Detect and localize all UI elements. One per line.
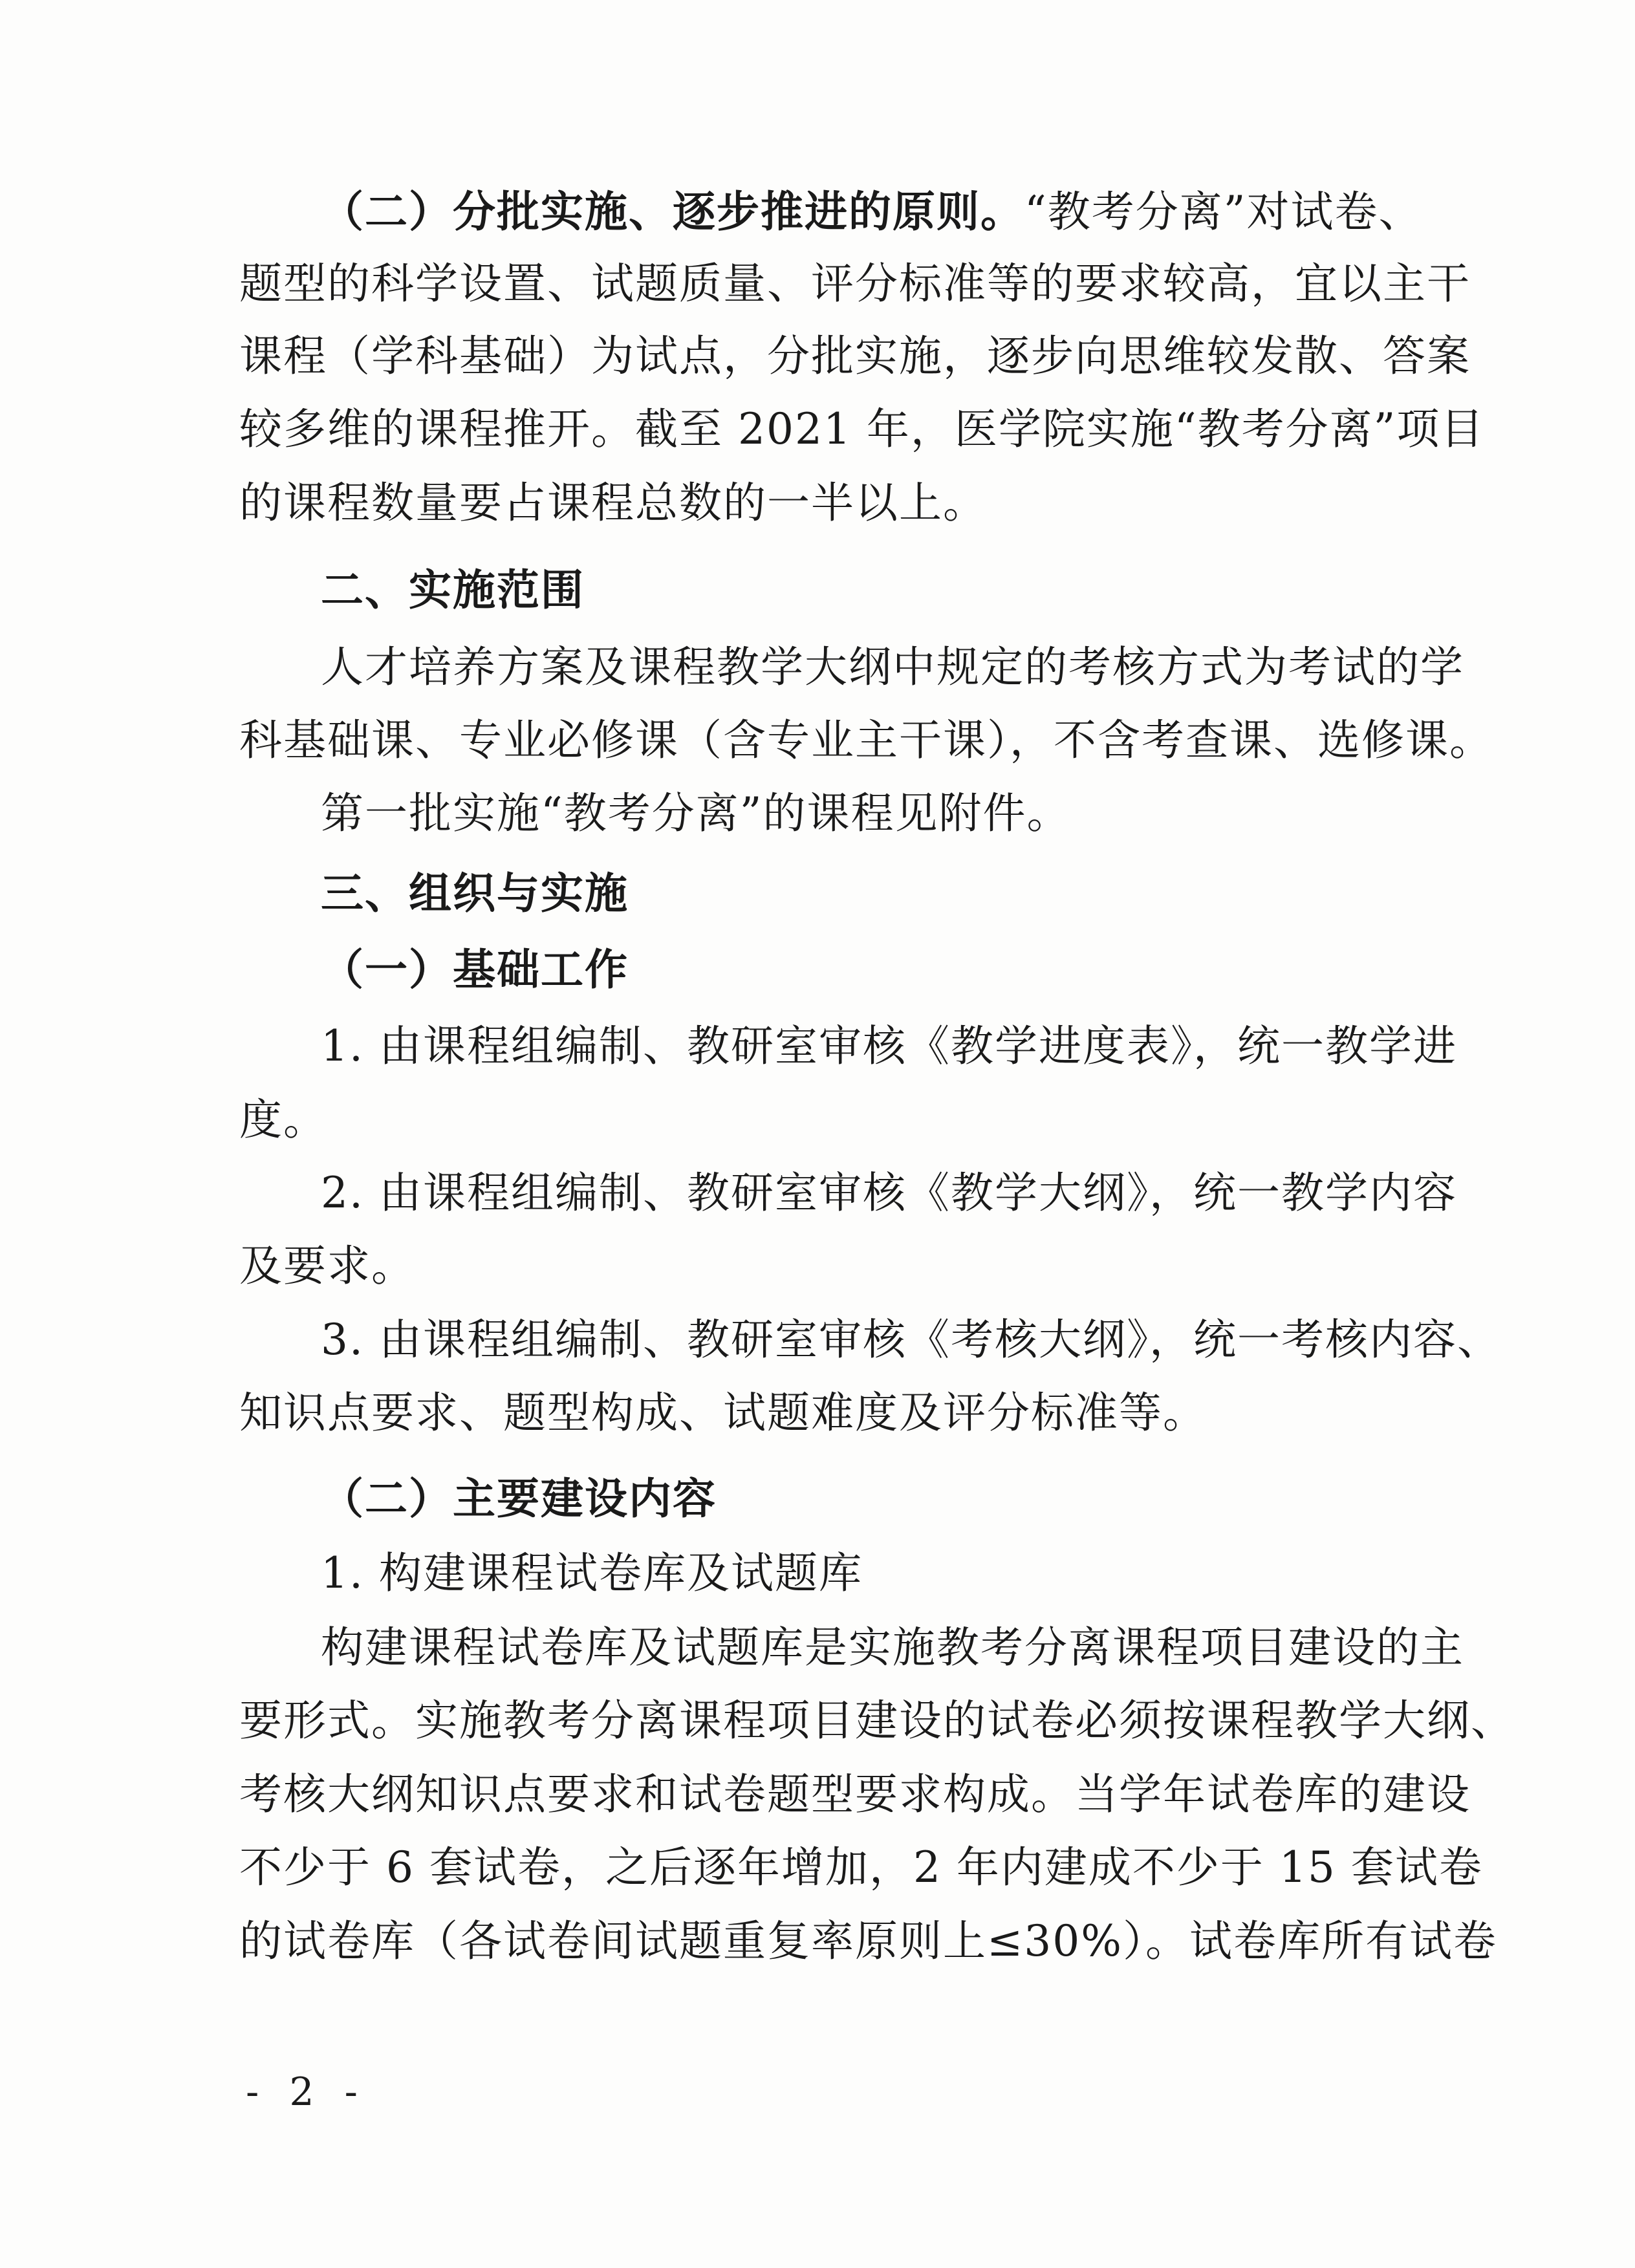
paragraph-text: 第一批实施“教考分离”的课程见附件。: [321, 788, 1071, 838]
paragraph-text: 的试卷库（各试卷间试题重复率原则上≤30%）。试卷库所有试卷: [239, 1916, 1497, 1966]
paragraph-text: 人才培养方案及课程教学大纲中规定的考核方式为考试的学: [321, 642, 1464, 692]
item-heading: 1. 构建课程试卷库及试题库: [321, 1548, 863, 1598]
paragraph-text: 要形式。实施教考分离课程项目建设的试卷必须按课程教学大纲、: [239, 1696, 1515, 1745]
list-item: 2. 由课程组编制、教研室审核《教学大纲》，统一教学内容: [321, 1168, 1457, 1218]
paragraph-text: 构建课程试卷库及试题库是实施教考分离课程项目建设的主: [321, 1623, 1464, 1672]
paragraph-text: 课程（学科基础）为试点，分批实施，逐步向思维较发散、答案: [239, 331, 1471, 381]
paragraph-text: 科基础课、专业必修课（含专业主干课），不含考查课、选修课。: [239, 715, 1493, 765]
subsection-heading: （二）主要建设内容: [321, 1474, 717, 1524]
list-item: 3. 由课程组编制、教研室审核《考核大纲》，统一考核内容、: [321, 1315, 1501, 1365]
list-item-continuation: 度。: [239, 1095, 327, 1145]
list-item: 1. 由课程组编制、教研室审核《教学进度表》，统一教学进: [321, 1021, 1457, 1071]
paragraph-text: 较多维的课程推开。截至 2021 年，医学院实施“教考分离”项目: [239, 404, 1485, 454]
list-item-continuation: 知识点要求、题型构成、试题难度及评分标准等。: [239, 1388, 1207, 1438]
principle-heading: （二）分批实施、逐步推进的原则。: [321, 187, 1024, 237]
subsection-heading: （一）基础工作: [321, 945, 629, 995]
paragraph-text: 题型的科学设置、试题质量、评分标准等的要求较高，宜以主干: [239, 259, 1471, 308]
section-heading: 二、实施范围: [321, 565, 585, 615]
page-number: - 2 -: [246, 2069, 367, 2115]
paragraph-heading: [321, 186, 1422, 238]
paragraph-text: 的课程数量要占课程总数的一半以上。: [239, 478, 987, 528]
paragraph-text: 不少于 6 套试卷，之后逐年增加，2 年内建成不少于 15 套试卷: [239, 1842, 1483, 1892]
list-item-continuation: 及要求。: [239, 1241, 415, 1291]
paragraph-text: 考核大纲知识点要求和试卷题型要求构成。当学年试卷库的建设: [239, 1769, 1471, 1819]
section-heading: 三、组织与实施: [321, 869, 629, 918]
paragraph-text: “教考分离”对试卷、: [1024, 187, 1423, 237]
